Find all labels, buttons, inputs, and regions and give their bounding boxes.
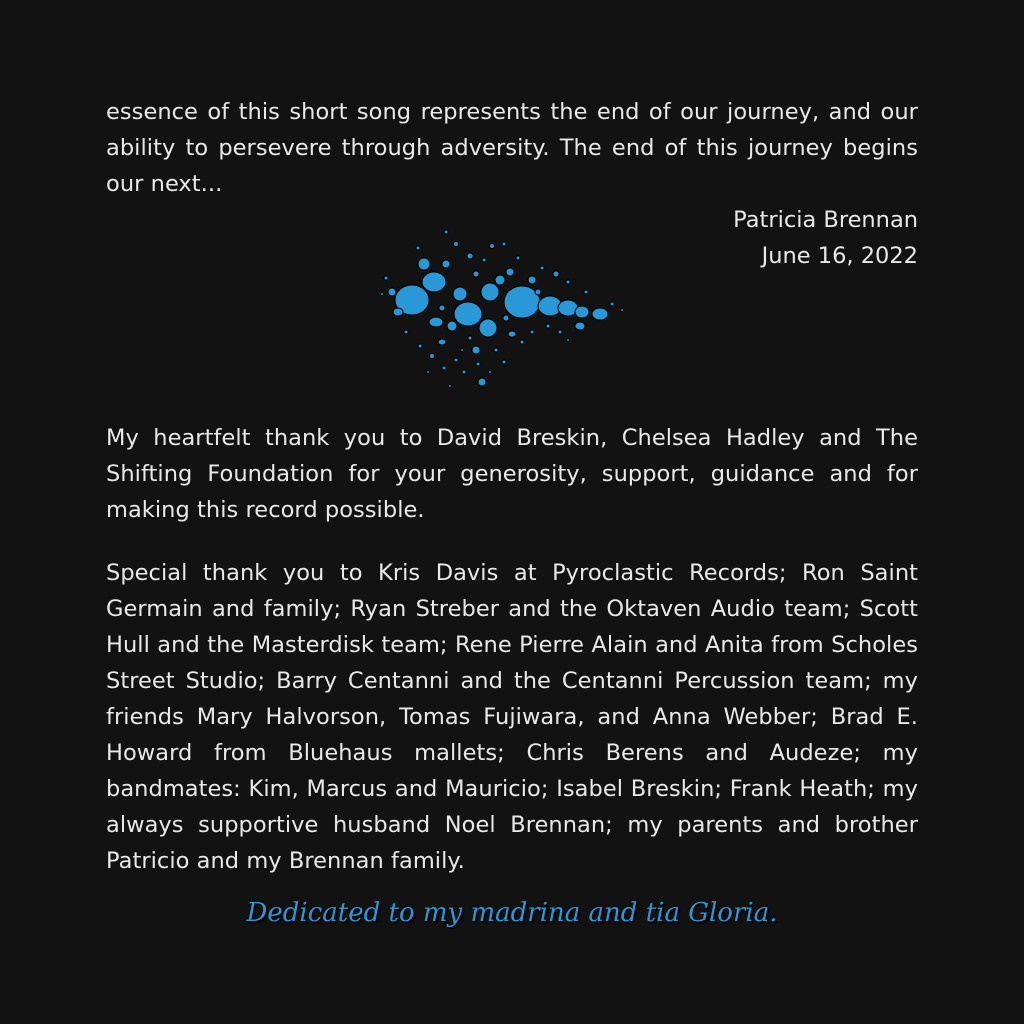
dedication-line: Dedicated to my madrina and tia Gloria.	[246, 898, 778, 928]
signature-name: Patricia Brennan	[733, 207, 918, 233]
thanks-paragraph: My heartfelt thank you to David Breskin, Chelsea Hadley and The Shifting Foundation for your generosity, support, guidance and for making this record possible.	[106, 425, 918, 523]
intro-paragraph: essence of this short song represents the end of our journey, and our ability to persevere through adversity. The end of this journey begins our next...	[106, 99, 918, 197]
ink-splatter-icon	[372, 222, 636, 398]
signature-date: June 16, 2022	[761, 243, 918, 269]
special-thanks-paragraph: Special thank you to Kris Davis at Pyroclastic Records; Ron Saint Germain and family; Ryan Streber and the Oktaven Audio team; Scott Hull and the Masterdisk team; Rene Pierre Alain and Anita from Scholes Street Studio; Barry Centanni and the Centanni Percussion team; my friends Mary Halvorson, Tomas Fujiwara, and Anna Webber; Brad E. Howard from Bluehaus mallets; Chris Berens and Audeze; my bandmates: Kim, Marcus and Mauricio; Isabel Breskin; Frank Heath; my always supportive husband Noel Brennan; my parents and brother Patricio and my Brennan family.	[106, 560, 918, 874]
